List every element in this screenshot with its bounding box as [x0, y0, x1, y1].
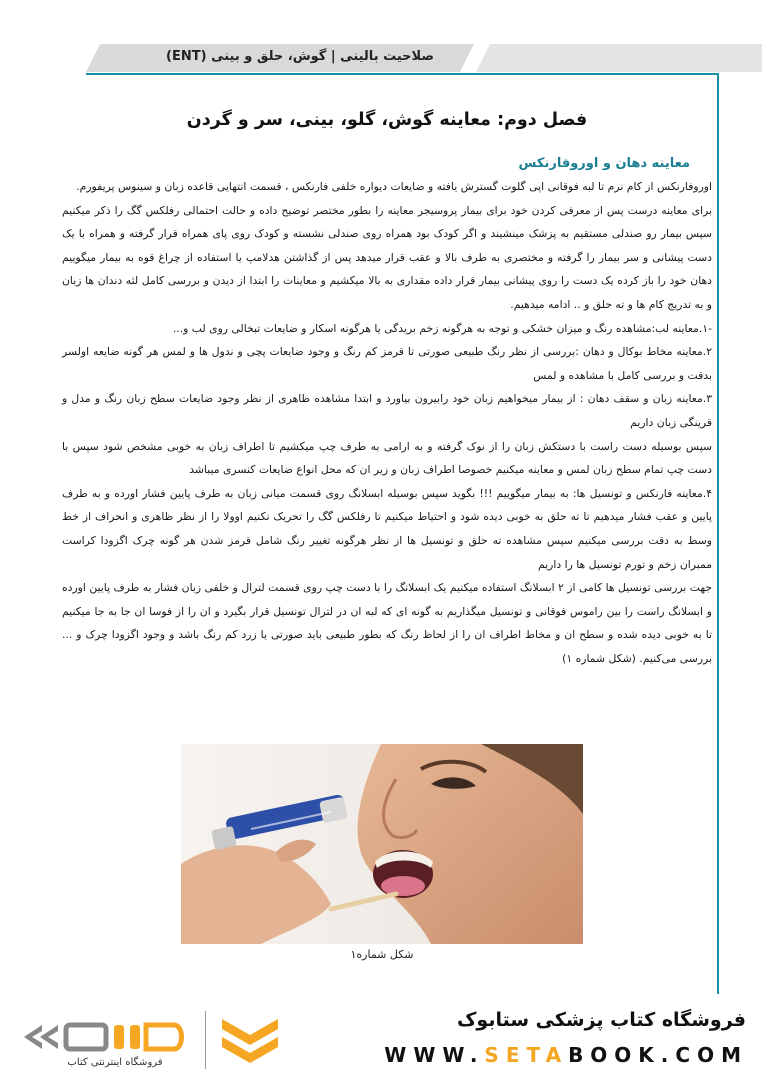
paragraph: -۱.معاینه لب:مشاهده رنگ و میزان خشکی و توجه به هرگونه زخم بریدگی یا هرگونه اسکار و ضایعات تبخالی روی لب و...	[172, 321, 712, 335]
tongue-depressor-exam-illustration	[181, 744, 583, 944]
page-footer	[0, 995, 764, 1080]
section-heading: معاینه دهان و اوروفارنکس	[518, 156, 690, 171]
paragraph: ۳.معاینه زبان و سقف دهان : از بیمار میخواهیم زبان خود رابیرون بیاورد و ابتدا مشاهده ظاهری از نظر وجود ضایعات سطح زبان رنگ و مدل و قرینگی زبان داریم	[62, 392, 712, 429]
exam-photo	[181, 744, 583, 944]
header-band-graphic	[0, 0, 764, 90]
page-frame-line	[717, 74, 719, 994]
paragraph: برای معاینه درست پس از معرفی کردن خود برای بیمار پروسیجر معاینه را بطور مختصر توضیح داده و حالت احتمالی رفلکس گگ را ذکر میکنیم سپس بیمار رو صندلی مستقیم به پزشک مینشیند و اگر کودک بود همراه روی صندلی نشسته و کودک روی پای همراه قرار گرفته و همراه با یک دست پیشانی و سر بیمار را گرفته و مختصری به طرف بالا و عقب قرار میدهد پس از گذاشتن هدلامپ یا استفاده از چراغ قوه به بیمار میگوییم دهان خود را باز کرده یک دست را روی پیشانی بیمار قرار داده مقداری به بالا میکشیم و معاینات را ابتدا از دیدن و بررسی کامل لثه دندان ها زبان و به تدریج کام ها و ته حلق و .. ادامه میدهیم.	[62, 203, 712, 311]
chapter-title: فصل دوم: معاینه گوش، گلو، بینی، سر و گردن	[186, 110, 588, 130]
url-suffix: BOOK.COM	[568, 1043, 748, 1067]
paragraph: ۴.معاینه فارنکس و تونسیل ها: به بیمار میگوییم !!! بگوید سپس بوسیله ابسلانگ روی قسمت میانی زبان به طرف پایین فشار اورده و به طرف پایین و عقب فشار میدهیم تا ته حلق به خوبی دیده شود و احتیاط میکنیم تا رفلکس گگ را تحریک نکنیم اوولا را از نظر ظاهری و انحراف از خط وسط به دقت بررسی میکنیم سپس مشاهده ته حلق و تونسیل ها از نظر هرگونه تغییر رنگ شامل قرمز شدن هر گونه چرک اگزودا کراست ممبران زخم و تورم تونسیل ها را داریم	[62, 486, 712, 571]
setabook-brand-logo-icon	[14, 1017, 194, 1057]
brand-subtitle: فروشگاه اینترنتی کتاب	[67, 1057, 163, 1068]
paragraph: ۲.معاینه مخاط بوکال و دهان :بررسی از نظر رنگ طبیعی صورتی تا قرمز کم رنگ و وجود ضایعات پچی و ندول ها و لمس هر گونه ضایعه اولسر بدقت و بررسی کامل با مشاهده و لمس	[62, 345, 712, 382]
footer-store-name: فروشگاه کتاب پزشکی ستابوک	[456, 1009, 746, 1031]
figure-caption: شکل شماره۱	[350, 948, 414, 961]
footer-divider	[205, 1011, 206, 1069]
page-header	[0, 0, 764, 90]
page-content	[62, 110, 712, 670]
header-title: صلاحیت بالینی | گوش، حلق و بینی (ENT)	[166, 49, 434, 64]
url-prefix: WWW.	[384, 1043, 485, 1067]
paragraph: سپس بوسیله دست راست با دستکش زبان را از نوک گرفته و به ارامی به طرف چپ میکشیم تا اطراف زبان به خوبی مشخص شود سپس با دست چپ تمام سطح زبان لمس و معاینه میکنیم خصوصا اطراف زبان و زیر ان که محل انواع ضایعات کنسری میباشد	[62, 439, 712, 477]
url-highlight: SETA	[484, 1043, 569, 1067]
paragraph: اوروفارنکس از کام نرم تا لبه فوقانی اپی گلوت گسترش یافته و ضایعات دیواره خلفی فارنکس ، قسمت انتهایی قاعده زبان و سینوس پریفورم.	[76, 180, 712, 193]
paragraph: جهت بررسی تونسیل ها کامی از ۲ ابسلانگ استفاده میکنیم یک ابسلانگ را با دست چپ روی قسمت لترال و خلفی زبان فشار به طرف پایین اورده و ابسلانگ راست را بین راموس فوقانی و تونسیل میگذاریم به گونه ای که لبه ان در لترال تونسیل قرار بگیرد و ان را از فوسا ان جا به جا میکنیم تا به خوبی دیده شده و سطح ان و مخاط اطراف ان را از لحاظ رنگ که بطور طبیعی باید صورتی یا زرد کم رنگ باشد و وجود اگزودا چرک و ... بررسی می‌کنیم. (شکل شماره ۱)	[62, 581, 713, 665]
chevron-logo-icon	[214, 1013, 286, 1069]
footer-url[interactable]	[384, 1043, 748, 1067]
